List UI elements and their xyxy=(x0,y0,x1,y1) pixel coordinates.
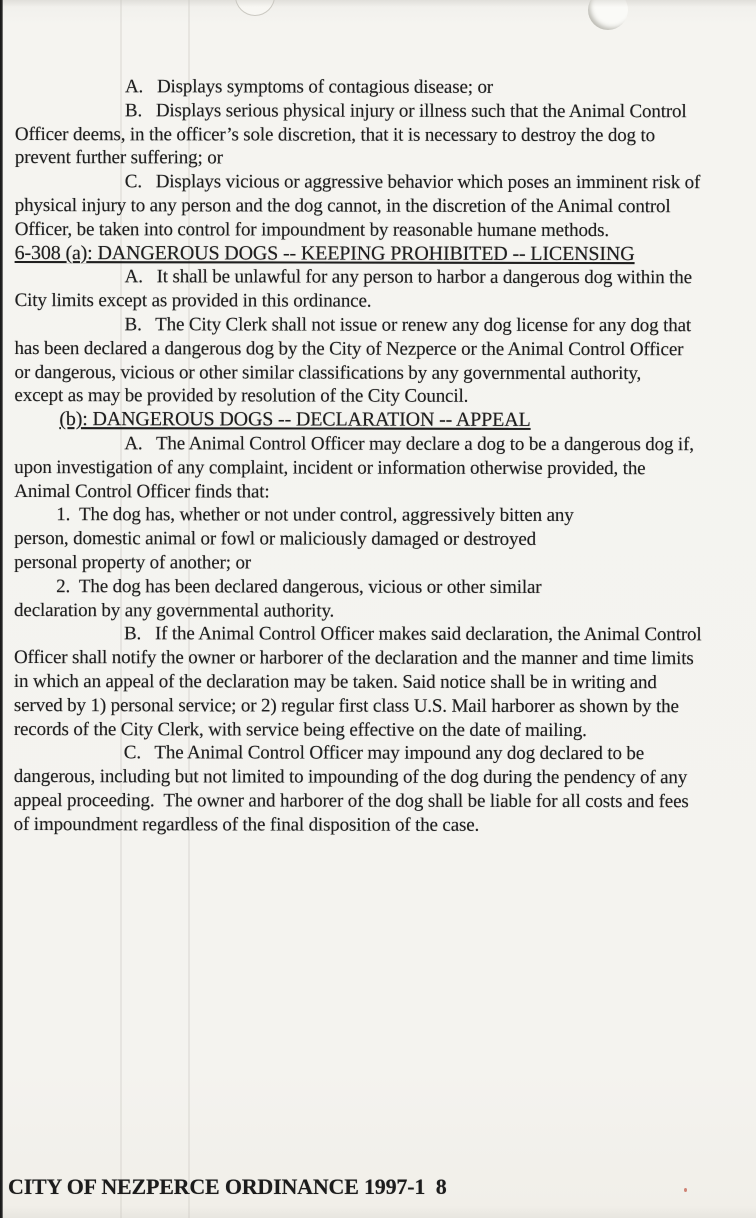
item-1-bitten: 1. The dog has, whether or not under control, aggressively bitten any person, domestic animal or fowl or maliciously damaged or destroyed personal property of another; or xyxy=(14,504,574,574)
para-c-vicious: C. Displays vicious or aggressive behavior which poses an imminent risk of physical injury to any person and the dog cannot, in the discretion of the Animal control Officer, be taken into control for impoundment by reasonable humane methods. xyxy=(14,171,701,241)
page-footer: CITY OF NEZPERCE ORDINANCE 1997-1 8 xyxy=(8,1174,447,1199)
para-b-injury: B. Displays serious physical injury or illness such that the Animal Control Officer deems, in the officer’s sole discretion, that it is necessary to destroy the dog to prevent further suffering; or xyxy=(14,99,687,169)
para-c-impound: C. The Animal Control Officer may impound any dog declared to be dangerous, including but not limited to impounding of the dog during the pendency of any appeal proceeding. The owner and harborer of the dog shall be liable for all costs and fees of impoundment regardless of the final disposition of the case. xyxy=(13,742,689,836)
section-heading-6-308a: 6-308 (a): DANGEROUS DOGS -- KEEPING PROHIBITED -- LICENSING xyxy=(14,241,635,265)
para-a-declare: A. The Animal Control Officer may declare a dog to be a dangerous dog if, upon investigation of any complaint, incident or information otherwise provided, the Animal Control Officer finds that: xyxy=(14,433,694,502)
section-heading-6-308b: (b): DANGEROUS DOGS -- DECLARATION -- APPEAL xyxy=(59,408,531,432)
scan-edge-artifact xyxy=(0,0,3,1218)
para-b-notify: B. If the Animal Control Officer makes said declaration, the Animal Control Officer shall notify the owner or harborer of the declaration and the manner and time limits in which an appeal of the declaration may be taken. Said notice shall be in writing and served by 1) personal service; or 2) regular first class U.S. Mail harborer as shown by the records of the City Clerk, with service being effective on the date of mailing. xyxy=(13,623,702,741)
item-2-declared: 2. The dog has been declared dangerous, vicious or other similar declaration by any governmental authority. xyxy=(14,575,542,622)
para-a-unlawful: A. It shall be unlawful for any person to harbor a dangerous dog within the City limits except as provided in this ordinance. xyxy=(14,266,692,312)
para-a-symptoms: A. Displays symptoms of contagious disease; or xyxy=(124,76,494,98)
para-b-city-clerk: B. The City Clerk shall not issue or renew any dog license for any dog that has been declared a dangerous dog by the City of Nezperce or the Animal Control Officer or dangerous, vicious or other similar classifications by any governmental authority, except as may be provided by resolution of the City Council. xyxy=(14,314,692,408)
ink-speck-artifact xyxy=(684,1188,687,1192)
page-content xyxy=(14,75,756,838)
scan-top-shadow xyxy=(0,0,756,7)
